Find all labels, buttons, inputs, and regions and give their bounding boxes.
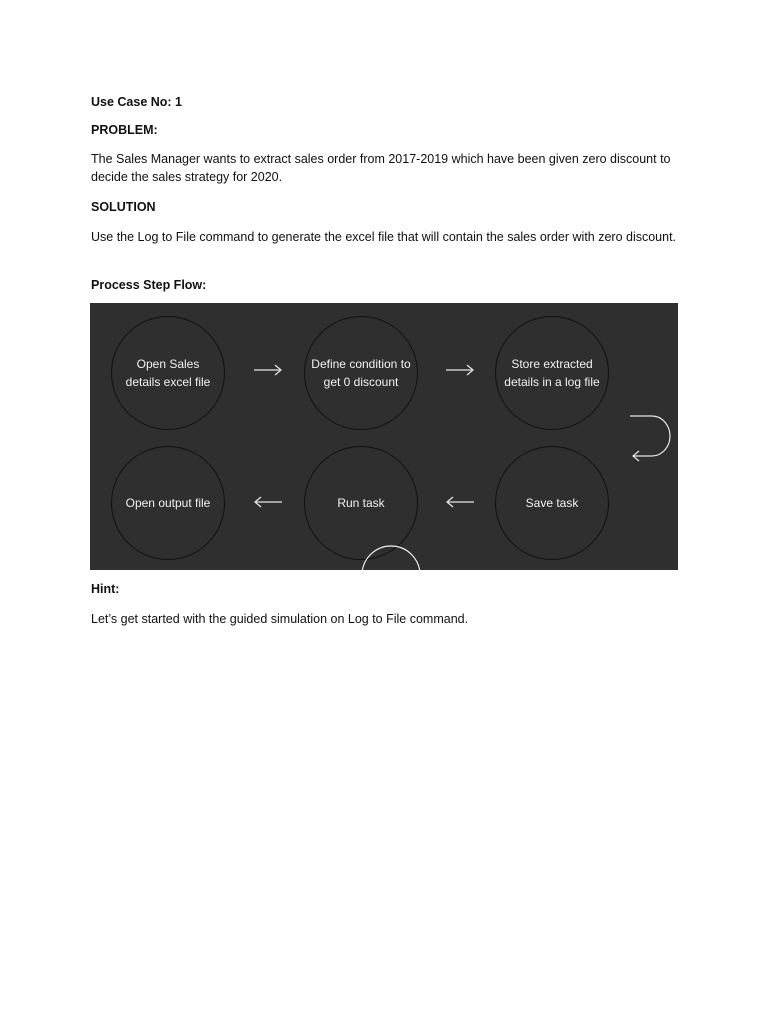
step-open-output: [111, 446, 225, 560]
arrow-right-icon: [253, 363, 283, 377]
arrow-left-icon: [445, 495, 475, 509]
step-open-sales-file: [111, 316, 225, 430]
solution-description: Use the Log to File command to generate the excel file that will contain the sales order with zero discount.: [91, 230, 677, 244]
step-save-task: [495, 446, 609, 560]
u-turn-arrow-icon: [628, 413, 672, 463]
step-label: Open Sales details excel file: [125, 357, 211, 389]
step-label: Define condition to get 0 discount: [311, 357, 411, 389]
step-label: Save task: [525, 496, 579, 510]
process-flow-diagram: [90, 303, 678, 570]
step-store-log: [495, 316, 609, 430]
process-flow-heading: Process Step Flow:: [91, 278, 207, 292]
hint-description: Let’s get started with the guided simulation on Log to File command.: [91, 612, 469, 626]
arrow-right-icon: [445, 363, 475, 377]
solution-heading: SOLUTION: [91, 200, 156, 214]
step-define-condition: [304, 316, 418, 430]
use-case-title: Use Case No: 1: [91, 95, 183, 109]
step-label: Open output file: [125, 496, 211, 510]
hint-heading: Hint:: [91, 582, 120, 596]
problem-description: The Sales Manager wants to extract sales order from 2017-2019 which have been given zero discount to decide the sales strategy for 2020.: [91, 152, 671, 184]
step-label: Run task: [337, 496, 385, 510]
step-run-task: [304, 446, 418, 560]
arrow-left-icon: [253, 495, 283, 509]
step-label: Store extracted details in a log file: [504, 357, 600, 389]
partial-circle-shape: [360, 544, 422, 570]
problem-heading: PROBLEM:: [91, 123, 158, 137]
